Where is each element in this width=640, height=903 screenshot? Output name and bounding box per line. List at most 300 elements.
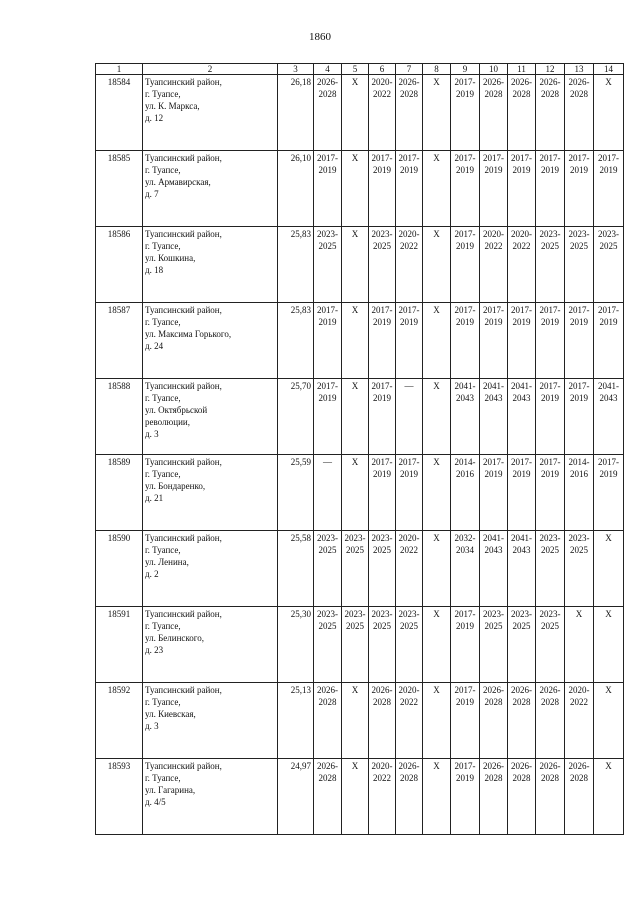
- period-cell-col-10: [480, 75, 508, 151]
- period-cell-col-5: [342, 151, 369, 227]
- period-cell-col-8: [423, 379, 451, 455]
- period-cell-col-12: [536, 607, 565, 683]
- row-id-cell: [96, 151, 143, 227]
- address-cell-text: Туапсинский район, г. Туапсе, ул. К. Маркса, д. 12: [145, 77, 222, 123]
- row-id-cell-text: 18585: [107, 153, 131, 163]
- period-cell-col-10-text: 2041- 2043: [483, 533, 504, 555]
- value-cell: [278, 607, 314, 683]
- period-cell-col-6-text: 2026- 2028: [371, 685, 393, 707]
- row-id-cell: [96, 455, 143, 531]
- period-cell-col-8: [423, 759, 451, 835]
- address-cell: [143, 683, 278, 759]
- period-cell-col-10: [480, 455, 508, 531]
- period-cell-col-4-text: 2023- 2025: [317, 609, 338, 631]
- period-cell-col-9-text: 2017- 2019: [454, 761, 476, 783]
- period-cell-col-14-text: Х: [605, 761, 612, 771]
- period-cell-col-6: [369, 531, 396, 607]
- period-cell-col-11-text: 2026- 2028: [511, 761, 532, 783]
- address-cell-text: Туапсинский район, г. Туапсе, ул. Киевская, д. 3: [145, 685, 222, 731]
- period-cell-col-9: [451, 455, 480, 531]
- period-cell-col-6-text: 2020- 2022: [371, 77, 393, 99]
- period-cell-col-8-text: Х: [433, 229, 440, 239]
- address-cell-text: Туапсинский район, г. Туапсе, ул. Бондаренко, д. 21: [145, 457, 222, 503]
- period-cell-col-4: [314, 303, 342, 379]
- period-cell-col-9: [451, 227, 480, 303]
- column-header-6: 6: [369, 64, 396, 75]
- period-cell-col-4: [314, 151, 342, 227]
- period-cell-col-10: [480, 759, 508, 835]
- period-cell-col-12-text: 2026- 2028: [539, 685, 561, 707]
- address-cell: [143, 607, 278, 683]
- period-cell-col-11-text: 2041- 2043: [511, 533, 532, 555]
- period-cell-col-12: [536, 455, 565, 531]
- period-cell-col-14: [594, 379, 624, 455]
- period-cell-col-12-text: 2026- 2028: [539, 761, 561, 783]
- table-row: [96, 151, 624, 227]
- value-cell-text: 25,30: [290, 609, 311, 619]
- table-row: [96, 75, 624, 151]
- period-cell-col-11-text: 2017- 2019: [511, 305, 532, 327]
- period-cell-col-7-text: —: [404, 381, 414, 391]
- value-cell: [278, 683, 314, 759]
- period-cell-col-12: [536, 75, 565, 151]
- period-cell-col-5-text: Х: [351, 153, 359, 163]
- period-cell-col-8: [423, 455, 451, 531]
- period-cell-col-7-text: 2026- 2028: [398, 77, 420, 99]
- period-cell-col-4: [314, 759, 342, 835]
- period-cell-col-9: [451, 151, 480, 227]
- period-cell-col-14-text: 2017- 2019: [598, 305, 619, 327]
- value-cell-text: 25,70: [290, 381, 311, 391]
- period-cell-col-14-text: 2023- 2025: [598, 229, 619, 251]
- period-cell-col-10: [480, 531, 508, 607]
- period-cell-col-7-text: 2020- 2022: [398, 229, 420, 251]
- period-cell-col-7: [396, 455, 423, 531]
- period-cell-col-7: [396, 379, 423, 455]
- period-cell-col-4: [314, 379, 342, 455]
- period-cell-col-12: [536, 531, 565, 607]
- period-cell-col-5-text: Х: [351, 761, 359, 771]
- row-id-cell-text: 18593: [107, 761, 131, 771]
- column-header-9: 9: [451, 64, 480, 75]
- period-cell-col-4-text: 2026- 2028: [317, 761, 338, 783]
- column-header-13: 13: [565, 64, 594, 75]
- row-id-cell: [96, 759, 143, 835]
- address-cell-text: Туапсинский район, г. Туапсе, ул. Кошкина, д. 18: [145, 229, 222, 275]
- period-cell-col-12-text: 2017- 2019: [539, 457, 561, 479]
- period-cell-col-6-text: 2023- 2025: [371, 229, 393, 251]
- address-cell-text: Туапсинский район, г. Туапсе, ул. Октябрьской революции, д. 3: [145, 381, 222, 439]
- period-cell-col-5: [342, 75, 369, 151]
- period-cell-col-9-text: 2017- 2019: [454, 153, 476, 175]
- address-cell-text: Туапсинский район, г. Туапсе, ул. Армавирская, д. 7: [145, 153, 222, 199]
- period-cell-col-5: [342, 303, 369, 379]
- period-cell-col-13-text: Х: [575, 609, 583, 619]
- address-cell: [143, 379, 278, 455]
- page-number: 1860: [309, 31, 331, 43]
- period-cell-col-13-text: 2017- 2019: [568, 305, 590, 327]
- period-cell-col-7-text: 2020- 2022: [398, 533, 420, 555]
- period-cell-col-14: [594, 683, 624, 759]
- period-cell-col-13-text: 2023- 2025: [568, 229, 590, 251]
- period-cell-col-9: [451, 607, 480, 683]
- column-header-8: 8: [423, 64, 451, 75]
- period-cell-col-12-text: 2026- 2028: [539, 77, 561, 99]
- row-id-cell-text: 18586: [107, 229, 131, 239]
- address-cell: [143, 75, 278, 151]
- period-cell-col-7: [396, 303, 423, 379]
- table-row: [96, 759, 624, 835]
- period-cell-col-4-text: 2023- 2025: [317, 533, 338, 555]
- period-cell-col-14-text: 2017- 2019: [598, 457, 619, 479]
- table-row: [96, 303, 624, 379]
- period-cell-col-8: [423, 227, 451, 303]
- period-cell-col-11: [508, 607, 536, 683]
- address-cell-text: Туапсинский район, г. Туапсе, ул. Ленина, д. 2: [145, 533, 222, 579]
- table-row: [96, 227, 624, 303]
- period-cell-col-8: [423, 683, 451, 759]
- period-cell-col-9-text: 2041- 2043: [454, 381, 476, 403]
- period-cell-col-12-text: 2017- 2019: [539, 153, 561, 175]
- period-cell-col-7: [396, 759, 423, 835]
- period-cell-col-8: [423, 531, 451, 607]
- period-cell-col-5-text: Х: [351, 305, 359, 315]
- period-cell-col-4: [314, 455, 342, 531]
- period-cell-col-6: [369, 227, 396, 303]
- period-cell-col-9-text: 2017- 2019: [454, 609, 476, 631]
- table-body: [96, 64, 624, 835]
- period-cell-col-14: [594, 455, 624, 531]
- value-cell: [278, 455, 314, 531]
- period-cell-col-4: [314, 531, 342, 607]
- period-cell-col-13: [565, 455, 594, 531]
- period-cell-col-11: [508, 303, 536, 379]
- period-cell-col-4-text: 2017- 2019: [317, 153, 338, 175]
- column-header-12: 12: [536, 64, 565, 75]
- header-row: [96, 64, 624, 75]
- row-id-cell-text: 18591: [107, 609, 131, 619]
- period-cell-col-9-text: 2032- 2034: [454, 533, 476, 555]
- value-cell-text: 25,59: [290, 457, 311, 467]
- period-cell-col-10-text: 2041- 2043: [483, 381, 504, 403]
- column-header-1: 1: [96, 64, 143, 75]
- column-header-2: 2: [143, 64, 278, 75]
- row-id-cell-text: 18587: [107, 305, 131, 315]
- address-cell: [143, 759, 278, 835]
- value-cell-text: 25,83: [290, 305, 311, 315]
- row-id-cell-text: 18590: [107, 533, 131, 543]
- period-cell-col-4-text: 2017- 2019: [317, 381, 338, 403]
- row-id-cell: [96, 607, 143, 683]
- period-cell-col-10-text: 2026- 2028: [483, 685, 504, 707]
- row-id-cell: [96, 683, 143, 759]
- row-id-cell-text: 18592: [107, 685, 131, 695]
- period-cell-col-5: [342, 531, 369, 607]
- period-cell-col-7-text: 2017- 2019: [398, 457, 420, 479]
- period-cell-col-5: [342, 759, 369, 835]
- period-cell-col-7: [396, 607, 423, 683]
- period-cell-col-8: [423, 607, 451, 683]
- period-cell-col-4: [314, 607, 342, 683]
- period-cell-col-11: [508, 379, 536, 455]
- period-cell-col-7: [396, 151, 423, 227]
- period-cell-col-6: [369, 379, 396, 455]
- period-cell-col-13: [565, 227, 594, 303]
- table-row: [96, 683, 624, 759]
- period-cell-col-8-text: Х: [433, 533, 440, 543]
- address-cell-text: Туапсинский район, г. Туапсе, ул. Гагарина, д. 4/5: [145, 761, 222, 807]
- period-cell-col-9-text: 2014- 2016: [454, 457, 476, 479]
- period-cell-col-11-text: 2017- 2019: [511, 457, 532, 479]
- period-cell-col-4-text: 2026- 2028: [317, 685, 338, 707]
- row-id-cell: [96, 227, 143, 303]
- period-cell-col-7: [396, 683, 423, 759]
- period-cell-col-9: [451, 75, 480, 151]
- period-cell-col-6-text: 2023- 2025: [371, 609, 393, 631]
- column-header-10: 10: [480, 64, 508, 75]
- period-cell-col-10-text: 2026- 2028: [483, 761, 504, 783]
- address-cell: [143, 303, 278, 379]
- period-cell-col-6-text: 2017- 2019: [371, 305, 393, 327]
- period-cell-col-11: [508, 531, 536, 607]
- period-cell-col-14: [594, 303, 624, 379]
- period-cell-col-5-text: 2023- 2025: [344, 609, 366, 631]
- period-cell-col-13: [565, 379, 594, 455]
- period-cell-col-10-text: 2026- 2028: [483, 77, 504, 99]
- address-cell: [143, 531, 278, 607]
- address-cell: [143, 455, 278, 531]
- period-cell-col-11: [508, 227, 536, 303]
- period-cell-col-14-text: Х: [605, 609, 612, 619]
- value-cell: [278, 303, 314, 379]
- period-cell-col-5: [342, 683, 369, 759]
- period-cell-col-9: [451, 683, 480, 759]
- period-cell-col-8-text: Х: [433, 381, 440, 391]
- table-row: [96, 531, 624, 607]
- period-cell-col-9: [451, 379, 480, 455]
- address-cell: [143, 227, 278, 303]
- period-cell-col-11: [508, 151, 536, 227]
- period-cell-col-10-text: 2023- 2025: [483, 609, 504, 631]
- address-cell-text: Туапсинский район, г. Туапсе, ул. Белинского, д. 23: [145, 609, 222, 655]
- value-cell-text: 25,83: [290, 229, 311, 239]
- period-cell-col-7: [396, 227, 423, 303]
- period-cell-col-10: [480, 683, 508, 759]
- period-cell-col-13: [565, 607, 594, 683]
- period-cell-col-12: [536, 151, 565, 227]
- period-cell-col-5-text: Х: [351, 77, 359, 87]
- period-cell-col-12: [536, 683, 565, 759]
- period-cell-col-9: [451, 303, 480, 379]
- period-cell-col-5-text: 2023- 2025: [344, 533, 366, 555]
- row-id-cell-text: 18588: [107, 381, 131, 391]
- row-id-cell-text: 18584: [107, 77, 131, 87]
- period-cell-col-12-text: 2023- 2025: [539, 533, 561, 555]
- period-cell-col-12-text: 2023- 2025: [539, 609, 561, 631]
- value-cell: [278, 227, 314, 303]
- period-cell-col-5-text: Х: [351, 229, 359, 239]
- period-cell-col-11: [508, 75, 536, 151]
- row-id-cell: [96, 531, 143, 607]
- period-cell-col-11-text: 2017- 2019: [511, 153, 532, 175]
- period-cell-col-12-text: 2017- 2019: [539, 305, 561, 327]
- period-cell-col-13-text: 2023- 2025: [568, 533, 590, 555]
- period-cell-col-11-text: 2020- 2022: [511, 229, 532, 251]
- period-cell-col-13-text: 2026- 2028: [568, 761, 590, 783]
- period-cell-col-12: [536, 759, 565, 835]
- period-cell-col-14: [594, 151, 624, 227]
- address-cell: [143, 151, 278, 227]
- period-cell-col-10-text: 2020- 2022: [483, 229, 504, 251]
- period-cell-col-13: [565, 531, 594, 607]
- period-cell-col-11: [508, 455, 536, 531]
- period-cell-col-7-text: 2023- 2025: [398, 609, 420, 631]
- period-cell-col-6: [369, 75, 396, 151]
- period-cell-col-14-text: 2017- 2019: [598, 153, 619, 175]
- period-cell-col-5: [342, 379, 369, 455]
- column-header-7: 7: [396, 64, 423, 75]
- row-id-cell-text: 18589: [107, 457, 131, 467]
- period-cell-col-12: [536, 227, 565, 303]
- value-cell-text: 25,58: [290, 533, 311, 543]
- period-cell-col-11-text: 2026- 2028: [511, 77, 532, 99]
- period-cell-col-11-text: 2041- 2043: [511, 381, 532, 403]
- period-cell-col-4: [314, 75, 342, 151]
- period-cell-col-5-text: Х: [351, 457, 359, 467]
- period-cell-col-4: [314, 227, 342, 303]
- period-cell-col-7: [396, 531, 423, 607]
- period-cell-col-4: [314, 683, 342, 759]
- period-cell-col-10-text: 2017- 2019: [483, 153, 504, 175]
- period-cell-col-8-text: Х: [433, 761, 440, 771]
- period-cell-col-12: [536, 303, 565, 379]
- period-cell-col-10: [480, 379, 508, 455]
- period-cell-col-14: [594, 531, 624, 607]
- value-cell-text: 25,13: [290, 685, 311, 695]
- period-cell-col-6: [369, 151, 396, 227]
- table-row: [96, 379, 624, 455]
- period-cell-col-4-text: —: [323, 457, 332, 467]
- period-cell-col-5: [342, 455, 369, 531]
- value-cell: [278, 531, 314, 607]
- period-cell-col-6-text: 2023- 2025: [371, 533, 393, 555]
- column-header-3: 3: [278, 64, 314, 75]
- period-cell-col-8: [423, 75, 451, 151]
- value-cell: [278, 75, 314, 151]
- period-cell-col-11-text: 2023- 2025: [511, 609, 532, 631]
- period-cell-col-6-text: 2017- 2019: [371, 153, 393, 175]
- period-cell-col-14: [594, 607, 624, 683]
- period-cell-col-10: [480, 227, 508, 303]
- period-cell-col-6: [369, 759, 396, 835]
- period-cell-col-8-text: Х: [433, 77, 440, 87]
- row-id-cell: [96, 75, 143, 151]
- row-id-cell: [96, 303, 143, 379]
- period-cell-col-9-text: 2017- 2019: [454, 229, 476, 251]
- period-cell-col-5-text: Х: [351, 381, 359, 391]
- period-cell-col-6: [369, 303, 396, 379]
- period-cell-col-12: [536, 379, 565, 455]
- value-cell-text: 26,18: [290, 77, 311, 87]
- period-cell-col-13-text: 2026- 2028: [568, 77, 590, 99]
- period-cell-col-8-text: Х: [433, 305, 440, 315]
- period-cell-col-14-text: Х: [605, 533, 612, 543]
- column-header-4: 4: [314, 64, 342, 75]
- period-cell-col-5-text: Х: [351, 685, 359, 695]
- period-cell-col-9-text: 2017- 2019: [454, 305, 476, 327]
- period-cell-col-11: [508, 683, 536, 759]
- period-cell-col-13: [565, 303, 594, 379]
- column-header-14: 14: [594, 64, 624, 75]
- period-cell-col-9-text: 2017- 2019: [454, 685, 476, 707]
- period-cell-col-9: [451, 531, 480, 607]
- period-cell-col-5: [342, 227, 369, 303]
- period-cell-col-13-text: 2020- 2022: [568, 685, 590, 707]
- period-cell-col-14: [594, 759, 624, 835]
- period-cell-col-7-text: 2020- 2022: [398, 685, 420, 707]
- period-cell-col-6: [369, 683, 396, 759]
- value-cell-text: 26,10: [290, 153, 311, 163]
- period-cell-col-7: [396, 75, 423, 151]
- value-cell-text: 24,97: [290, 761, 311, 771]
- value-cell: [278, 379, 314, 455]
- address-cell-text: Туапсинский район, г. Туапсе, ул. Максима Горького, д. 24: [145, 305, 232, 351]
- period-cell-col-11: [508, 759, 536, 835]
- period-cell-col-13: [565, 683, 594, 759]
- period-cell-col-10: [480, 151, 508, 227]
- period-cell-col-11-text: 2026- 2028: [511, 685, 532, 707]
- period-cell-col-13-text: 2017- 2019: [568, 381, 590, 403]
- period-cell-col-6: [369, 607, 396, 683]
- period-cell-col-9: [451, 759, 480, 835]
- period-cell-col-10-text: 2017- 2019: [483, 457, 504, 479]
- period-cell-col-10: [480, 607, 508, 683]
- period-cell-col-14: [594, 227, 624, 303]
- table-row: [96, 607, 624, 683]
- period-cell-col-10: [480, 303, 508, 379]
- period-cell-col-7-text: 2017- 2019: [398, 305, 420, 327]
- period-cell-col-4-text: 2017- 2019: [317, 305, 338, 327]
- period-cell-col-13: [565, 151, 594, 227]
- period-cell-col-13: [565, 759, 594, 835]
- period-cell-col-10-text: 2017- 2019: [483, 305, 504, 327]
- period-cell-col-4-text: 2023- 2025: [317, 229, 338, 251]
- period-cell-col-8: [423, 151, 451, 227]
- period-cell-col-12-text: 2017- 2019: [539, 381, 561, 403]
- period-cell-col-8-text: Х: [433, 457, 440, 467]
- value-cell: [278, 151, 314, 227]
- period-cell-col-14-text: Х: [605, 685, 612, 695]
- period-cell-col-14-text: 2041- 2043: [598, 381, 619, 403]
- period-cell-col-9-text: 2017- 2019: [454, 77, 476, 99]
- column-header-5: 5: [342, 64, 369, 75]
- period-cell-col-6: [369, 455, 396, 531]
- period-cell-col-8-text: Х: [433, 609, 440, 619]
- value-cell: [278, 759, 314, 835]
- period-cell-col-14: [594, 75, 624, 151]
- period-cell-col-13-text: 2014- 2016: [568, 457, 590, 479]
- period-cell-col-6-text: 2017- 2019: [371, 381, 393, 403]
- period-cell-col-14-text: Х: [605, 77, 612, 87]
- period-cell-col-7-text: 2017- 2019: [398, 153, 420, 175]
- table-row: [96, 455, 624, 531]
- period-cell-col-13: [565, 75, 594, 151]
- period-cell-col-8: [423, 303, 451, 379]
- column-header-11: 11: [508, 64, 536, 75]
- row-id-cell: [96, 379, 143, 455]
- period-cell-col-6-text: 2020- 2022: [371, 761, 393, 783]
- period-cell-col-8-text: Х: [433, 153, 440, 163]
